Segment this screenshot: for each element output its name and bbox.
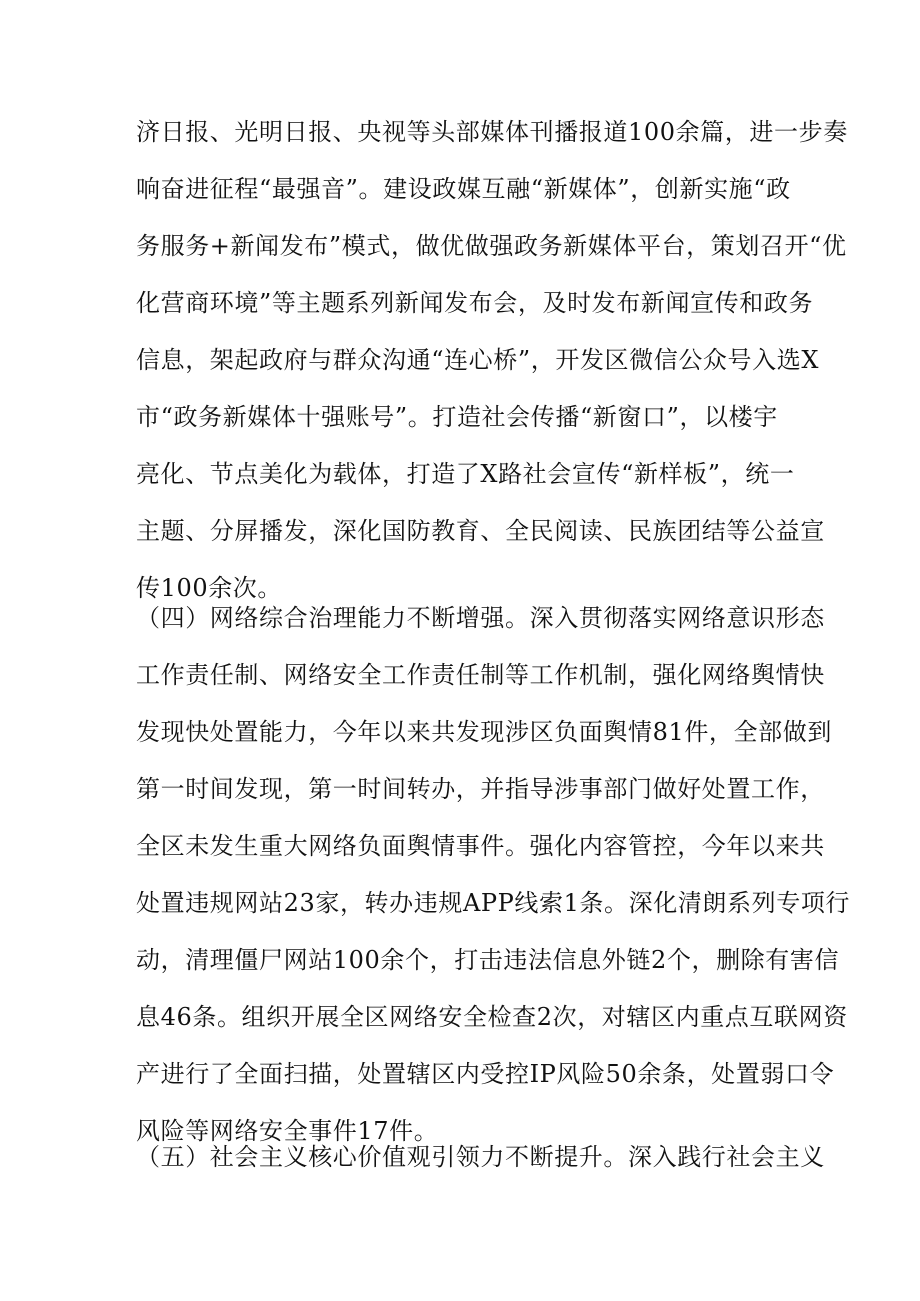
text-line: 息46条。组织开展全区网络安全检查2次，对辖区内重点互联网资 (136, 1003, 848, 1031)
text-line: 济日报、光明日报、央视等头部媒体刊播报道100余篇，进一步奏 (136, 118, 848, 146)
text-line: 信息，架起政府与群众沟通“连心桥”，开发区微信公众号入选X (136, 346, 820, 374)
text-line: 务服务+新闻发布”模式，做优做强政务新媒体平台，策划召开“优 (136, 232, 847, 260)
text-line: 市“政务新媒体十强账号”。打造社会传播“新窗口”，以楼宇 (136, 403, 778, 431)
text-line: 产进行了全面扫描，处置辖区内受控IP风险50余条，处置弱口令 (136, 1060, 835, 1088)
text-line: 发现快处置能力，今年以来共发现涉区负面舆情81件，全部做到 (136, 718, 832, 746)
text-line: 传100余次。 (136, 574, 283, 602)
text-line: 动，清理僵尸网站100余个，打击违法信息外链2个，删除有害信 (136, 946, 840, 974)
text-line: 主题、分屏播发，深化国防教育、全民阅读、民族团结等公益宣 (136, 517, 825, 545)
text-line: 化营商环境”等主题系列新闻发布会，及时发布新闻宣传和政务 (136, 289, 814, 317)
paragraph-section-four (136, 590, 851, 1160)
text-line: 风险等网络安全事件17件。 (136, 1117, 439, 1145)
text-line: 处置违规网站23家，转办违规APP线索1条。深化清朗系列专项行 (136, 889, 851, 917)
paragraph-section-five (136, 1129, 825, 1186)
text-line: 第一时间发现，第一时间转办，并指导涉事部门做好处置工作， (136, 775, 825, 803)
text-line: 全区未发生重大网络负面舆情事件。强化内容管控，今年以来共 (136, 832, 825, 860)
text-line: 亮化、节点美化为载体，打造了X路社会宣传“新样板”，统一 (136, 460, 795, 488)
paragraph-media-continuation (136, 104, 848, 617)
section-heading-line: （五）社会主义核心价值观引领力不断提升。深入践行社会主义 (136, 1143, 825, 1171)
section-heading-line: （四）网络综合治理能力不断增强。深入贯彻落实网络意识形态 (136, 604, 825, 632)
text-line: 工作责任制、网络安全工作责任制等工作机制，强化网络舆情快 (136, 661, 825, 689)
text-line: 响奋进征程“最强音”。建设政媒互融“新媒体”，创新实施“政 (136, 175, 791, 203)
